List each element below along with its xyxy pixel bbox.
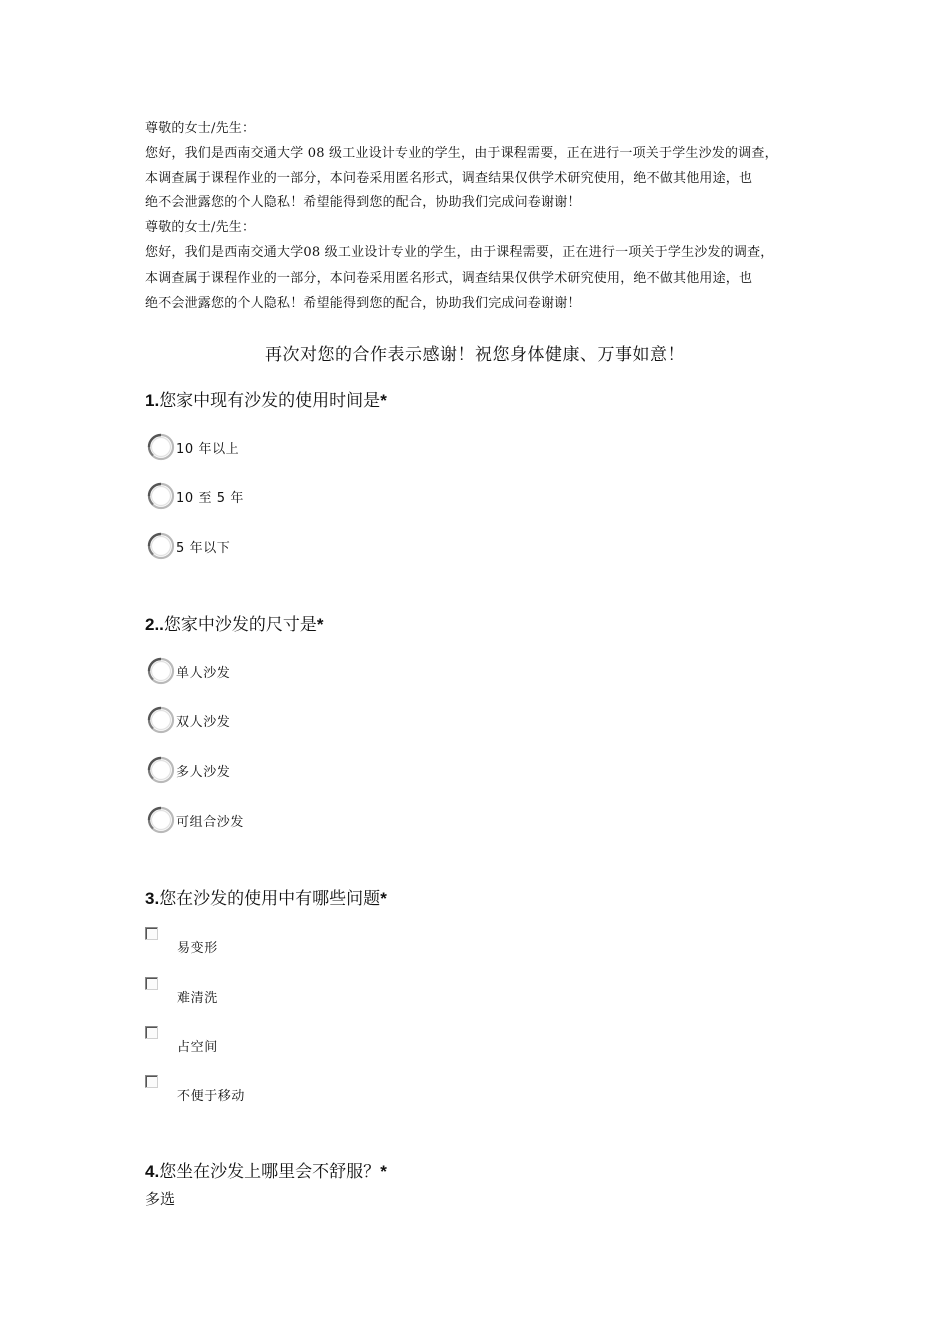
question-number: 4.	[145, 1162, 160, 1181]
radio-button-icon[interactable]	[147, 706, 175, 734]
option-label: 10 至 5 年	[176, 490, 245, 506]
option-label: 单人沙发	[176, 665, 231, 681]
question-4-title	[145, 1162, 387, 1182]
checkbox[interactable]	[145, 927, 158, 940]
question-number: 3.	[145, 889, 160, 908]
required-mark: *	[380, 391, 387, 410]
option-label: 占空间	[177, 1040, 218, 1055]
option-label: 不便于移动	[177, 1089, 246, 1104]
option-label: 双人沙发	[176, 714, 231, 730]
option-label: 10 年以上	[176, 441, 240, 457]
radio-option[interactable]	[147, 657, 230, 685]
radio-option[interactable]	[147, 532, 230, 560]
intro-text-line: 本调查属于课程作业的一部分，本问卷采用匿名形式，调查结果仅供学术研究使用，绝不做其他用途，也	[145, 271, 753, 286]
question-text: 您家中现有沙发的使用时间是	[159, 391, 381, 411]
option-label: 5 年以下	[176, 540, 231, 556]
question-2-title	[145, 615, 324, 635]
radio-option[interactable]	[147, 806, 244, 834]
intro-text-line: 您好，我们是西南交通大学 08 级工业设计专业的学生，由于课程需要，正在进行一项关于学生沙发的调查，	[145, 146, 778, 161]
option-label: 可组合沙发	[176, 814, 245, 830]
question-number: 1.	[145, 391, 160, 410]
checkbox[interactable]	[145, 977, 158, 990]
radio-button-icon[interactable]	[147, 433, 175, 461]
checkbox-option[interactable]	[145, 1026, 345, 1056]
checkbox-option[interactable]	[145, 1075, 345, 1105]
question-text: 您家中沙发的尺寸是	[163, 615, 317, 635]
question-number: 2..	[145, 615, 164, 634]
radio-button-icon[interactable]	[147, 482, 175, 510]
radio-button-icon[interactable]	[147, 806, 175, 834]
checkbox-option[interactable]	[145, 977, 345, 1007]
intro-text-line: 绝不会泄露您的个人隐私！希望能得到您的配合，协助我们完成问卷谢谢！	[145, 296, 581, 311]
multi-select-note: 多选	[145, 1190, 176, 1208]
required-mark: *	[316, 615, 324, 634]
radio-button-icon[interactable]	[147, 756, 175, 784]
intro-text-line: 绝不会泄露您的个人隐私！希望能得到您的配合，协助我们完成问卷谢谢！	[145, 195, 581, 210]
radio-option[interactable]	[147, 756, 230, 784]
checkbox[interactable]	[145, 1026, 158, 1039]
intro-greeting: 尊敬的女士/先生：	[145, 121, 256, 136]
thanks-message: 再次对您的合作表示感谢！祝您身体健康、万事如意！	[265, 345, 685, 365]
option-label: 易变形	[177, 941, 218, 956]
intro-text-line: 您好，我们是西南交通大学08 级工业设计专业的学生，由于课程需要，正在进行一项关于学生沙发的调查，	[145, 245, 774, 260]
required-mark: *	[380, 1162, 387, 1181]
radio-option[interactable]	[147, 482, 244, 510]
radio-button-icon[interactable]	[147, 657, 175, 685]
radio-button-icon[interactable]	[147, 532, 175, 560]
option-label: 难清洗	[177, 991, 218, 1006]
question-text: 您坐在沙发上哪里会不舒服？	[159, 1162, 381, 1182]
checkbox[interactable]	[145, 1075, 158, 1088]
checkbox-option[interactable]	[145, 927, 345, 957]
required-mark: *	[380, 889, 387, 908]
option-label: 多人沙发	[176, 764, 231, 780]
radio-option[interactable]	[147, 433, 239, 461]
question-1-title	[145, 391, 387, 411]
intro-greeting: 尊敬的女士/先生：	[145, 220, 256, 235]
radio-option[interactable]	[147, 706, 230, 734]
question-text: 您在沙发的使用中有哪些问题	[159, 889, 381, 909]
question-3-title	[145, 889, 387, 909]
intro-text-line: 本调查属于课程作业的一部分，本问卷采用匿名形式，调查结果仅供学术研究使用，绝不做其他用途，也	[145, 171, 753, 186]
